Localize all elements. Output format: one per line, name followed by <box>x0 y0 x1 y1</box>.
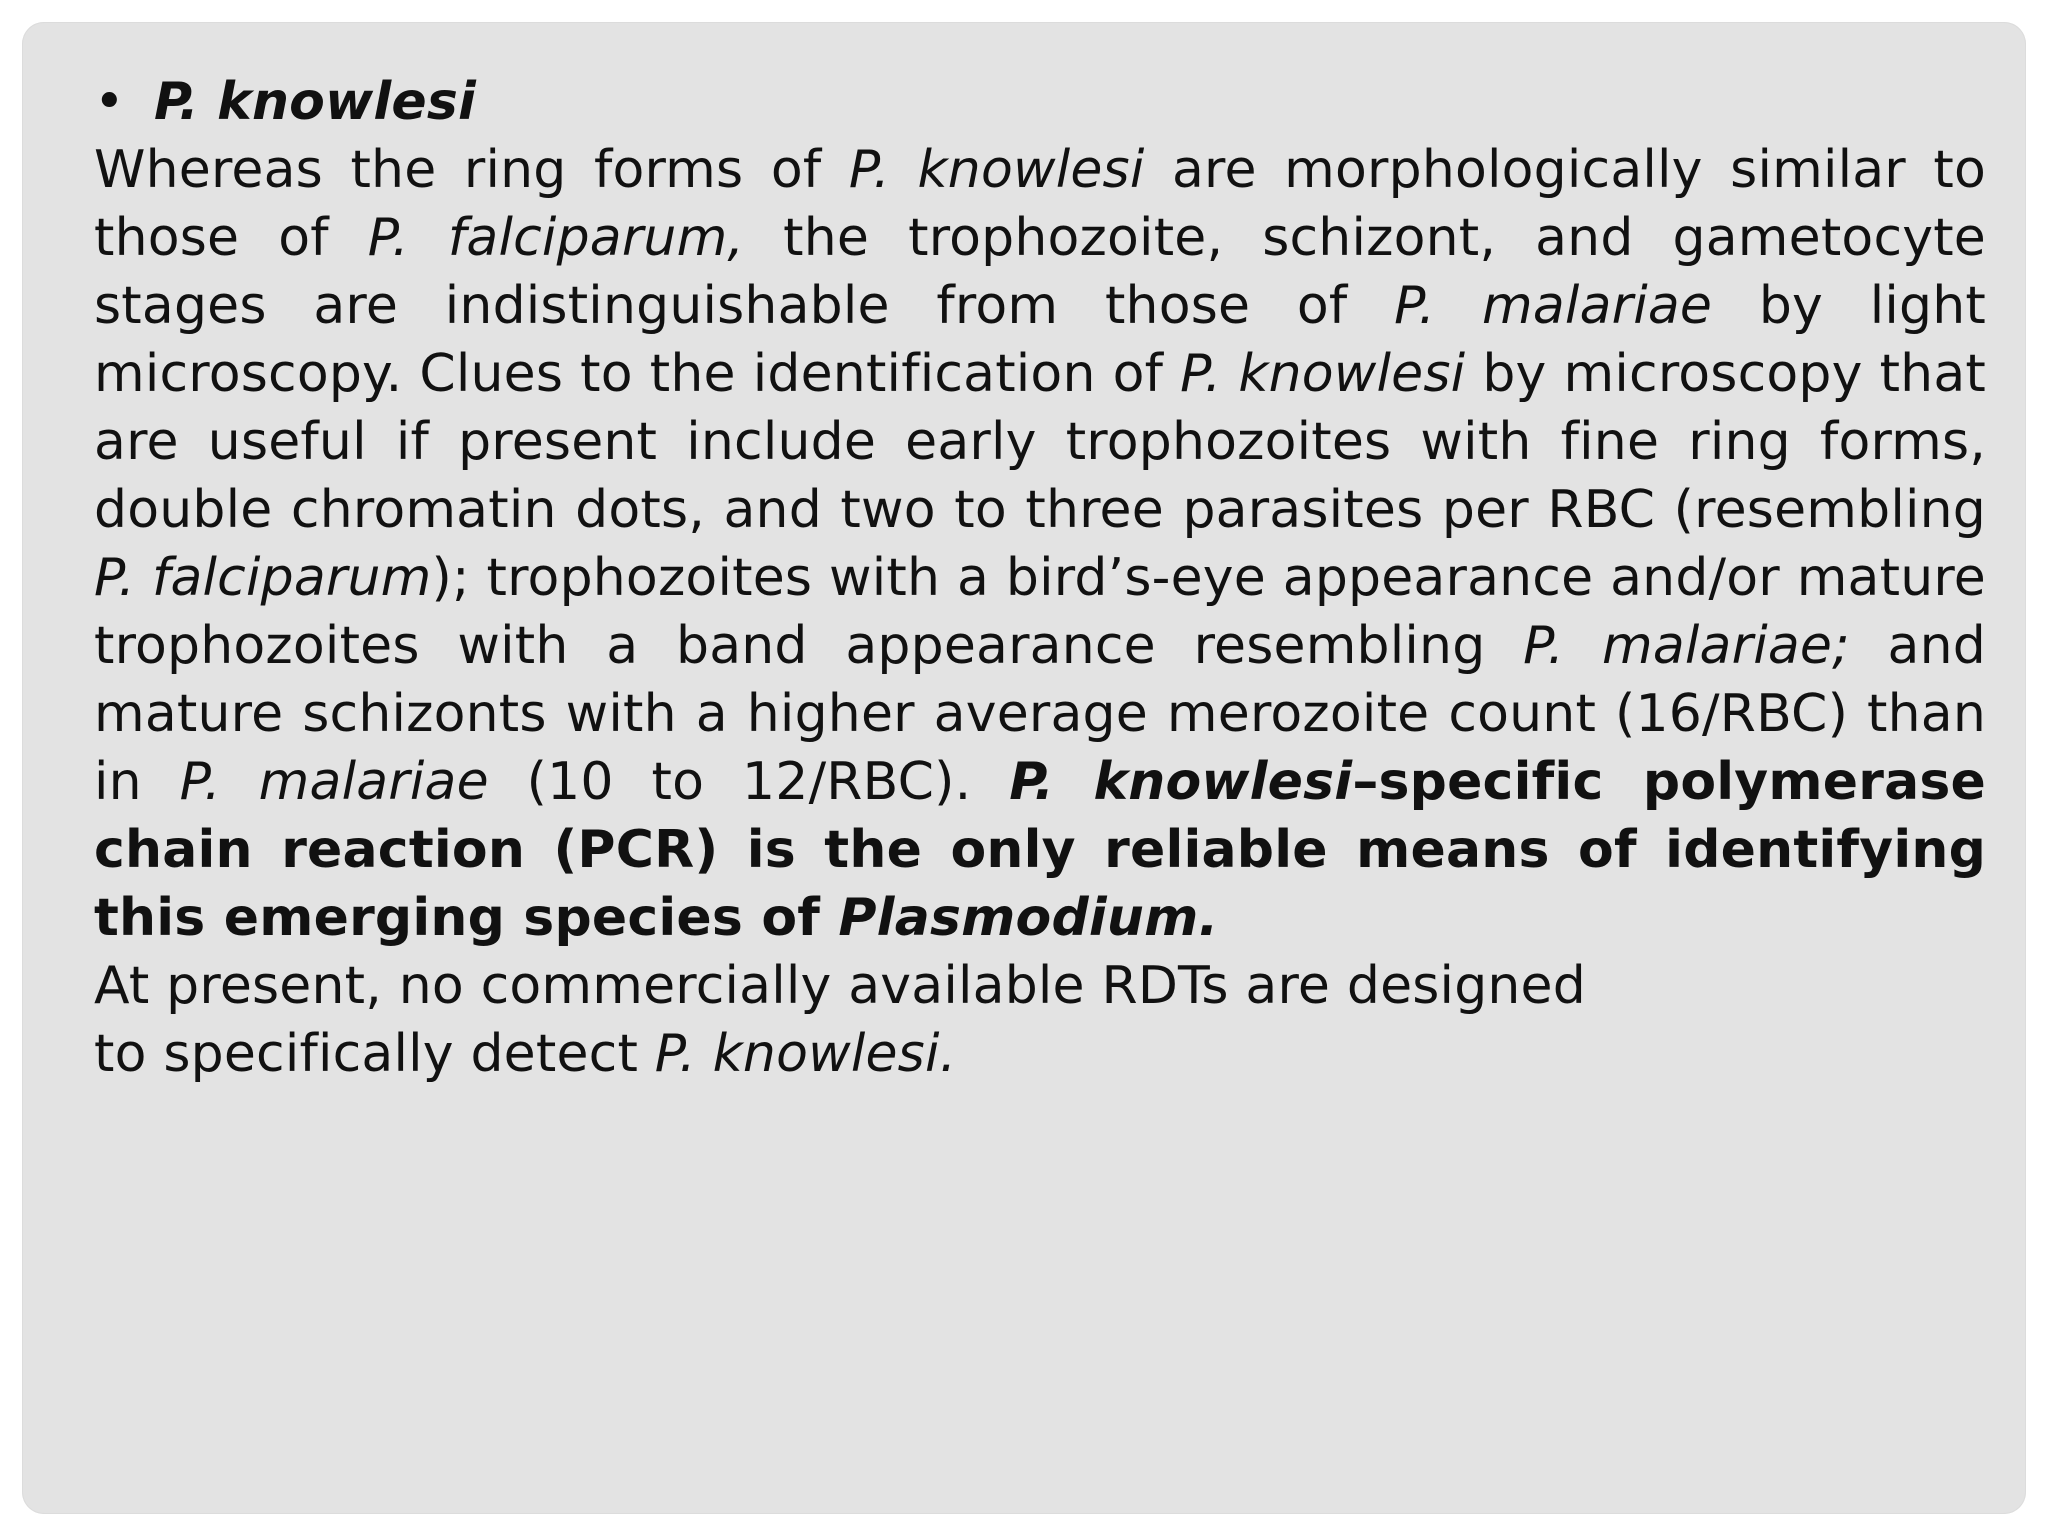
slide-content <box>94 68 1986 1088</box>
species-knowlesi-2: P. knowlesi <box>1180 344 1466 404</box>
species-malariae-3: P. malariae <box>179 752 489 812</box>
bold-statement-text: –specific polymerase chain reaction (PCR) is the only reliable means of identifying this emerging species of <box>94 752 1986 948</box>
species-falciparum-2: P. falciparum <box>94 548 432 608</box>
bold-species-knowlesi: P. knowlesi <box>1009 752 1353 812</box>
body-text-1: Whereas the ring forms of <box>94 140 849 200</box>
heading-title: P. knowlesi <box>154 72 476 132</box>
body-text-6: ); trophozoites with a bird’s-eye appearance and/or mature trophozoites with a band appearance resembling <box>94 548 1986 676</box>
bold-genus-plasmodium: Plasmodium. <box>838 888 1219 948</box>
bullet-mark: • <box>94 72 125 132</box>
slide-background <box>22 22 2026 1514</box>
closing-species-knowlesi: P. knowlesi. <box>654 1024 957 1084</box>
body-text-3: the trophozoite, schizont, and gametocyte stages are indistinguishable from those of <box>94 208 1986 336</box>
species-falciparum-1: P. falciparum, <box>367 208 745 268</box>
bullet-heading <box>94 68 1986 136</box>
body-paragraph <box>94 136 1986 952</box>
species-malariae-2: P. malariae; <box>1523 616 1850 676</box>
body-text-5: by microscopy that are useful if present include early trophozoites with fine ring forms, double chromatin dots, and two to three parasites per RBC (resembling <box>94 344 1986 540</box>
body-text-2: are morphologically similar to those of <box>94 140 1986 268</box>
body-text-7: and mature schizonts with a higher average merozoite count (16/RBC) than in <box>94 616 1986 812</box>
body-text-4: by light microscopy. Clues to the identification of <box>94 276 1986 404</box>
closing-line-2-text: to specifically detect <box>94 1024 655 1084</box>
species-malariae-1: P. malariae <box>1394 276 1713 336</box>
closing-line-2 <box>94 1020 1986 1088</box>
species-knowlesi-1: P. knowlesi <box>848 140 1145 200</box>
body-text-8: (10 to 12/RBC). <box>488 752 1010 812</box>
closing-line-1: At present, no commercially available RDTs are designed <box>94 956 1586 1016</box>
